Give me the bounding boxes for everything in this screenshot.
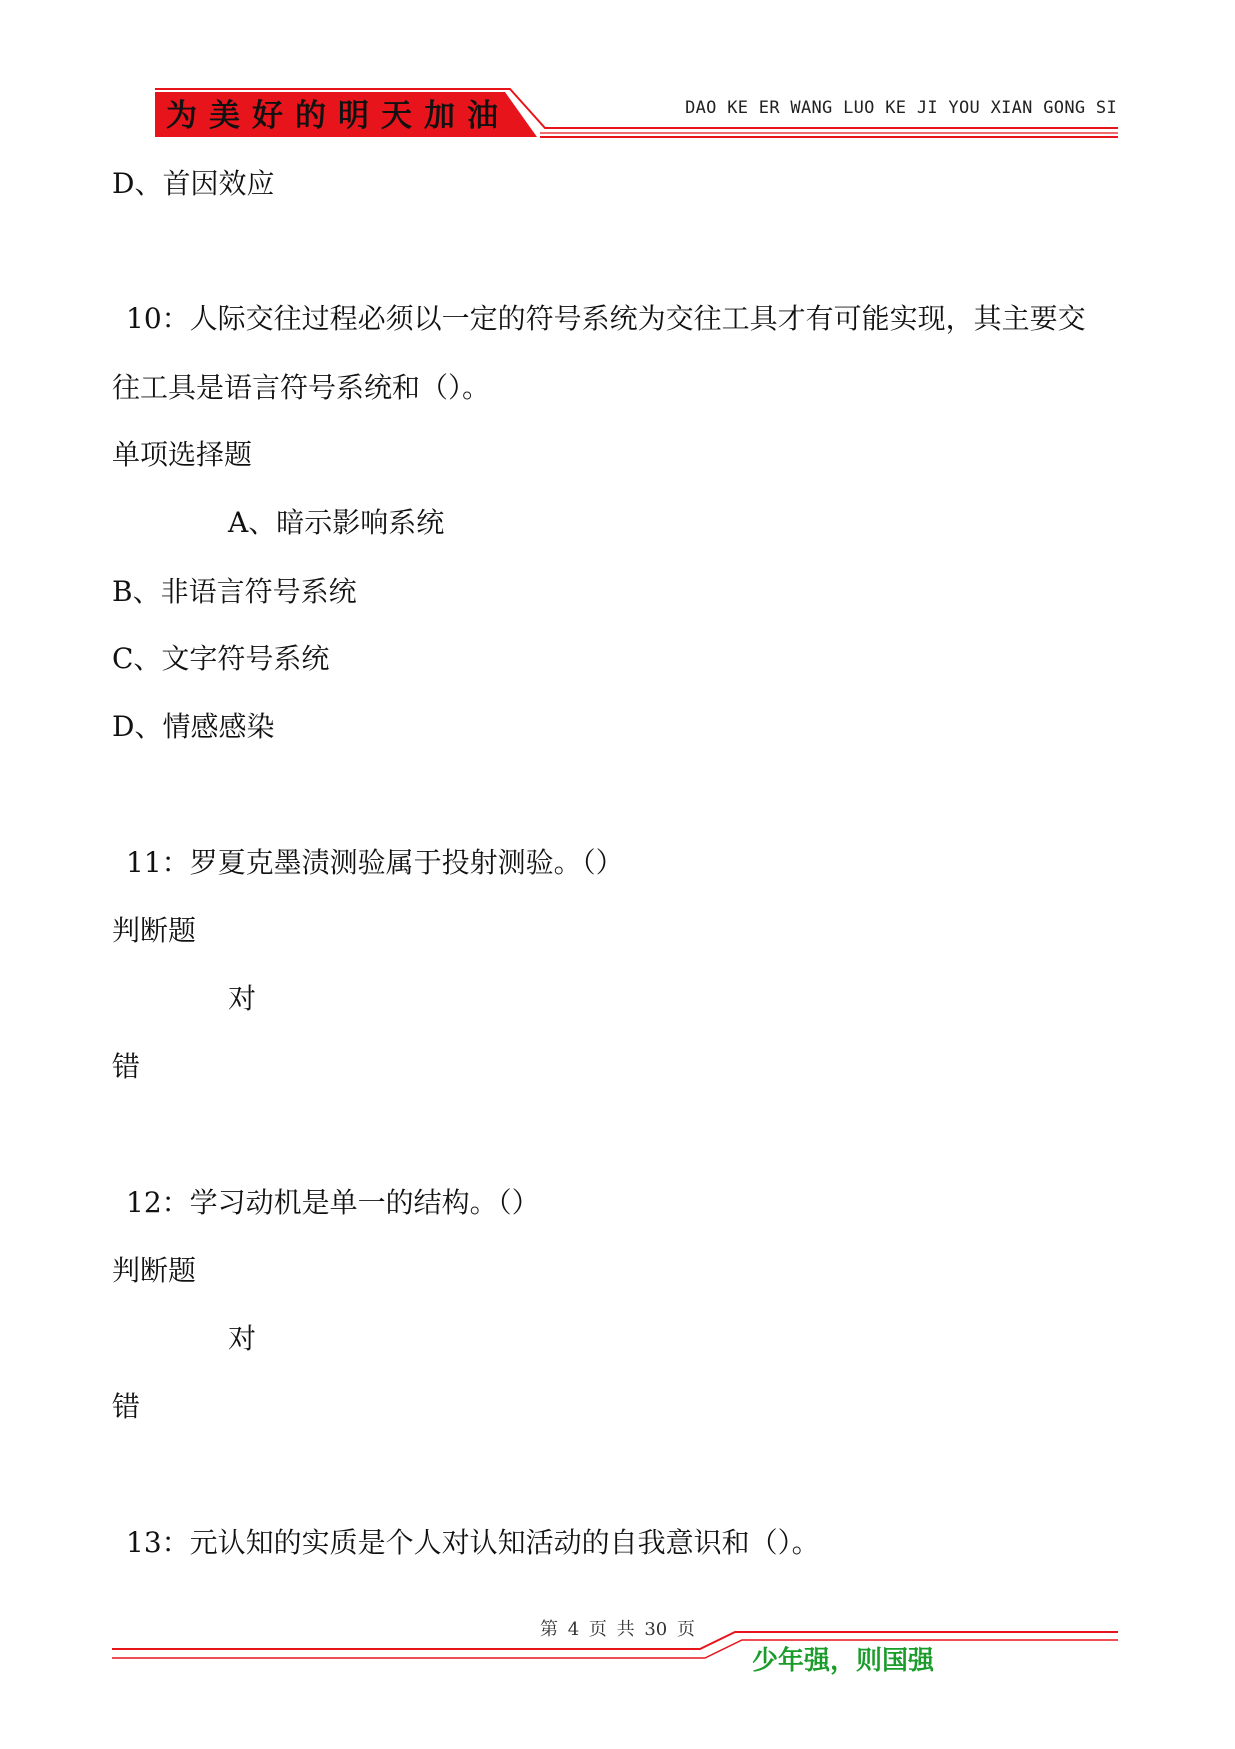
q10-option-c: C、文字符号系统: [112, 642, 330, 675]
q10-option-b: B、非语言符号系统: [112, 575, 357, 608]
header-banner-text: 为美好的明天加油: [166, 98, 510, 134]
q11-option-true: 对: [228, 982, 257, 1015]
q11-text: 11：罗夏克墨渍测验属于投射测验。（）: [126, 846, 624, 879]
q12-option-true: 对: [228, 1322, 257, 1355]
q12-text: 12：学习动机是单一的结构。（）: [126, 1186, 540, 1219]
q11-option-false: 错: [112, 1050, 141, 1083]
q13-text: 13：元认知的实质是个人对认知活动的自我意识和（）。: [126, 1526, 820, 1559]
q11-type: 判断题: [112, 914, 197, 947]
q12-type: 判断题: [112, 1254, 197, 1287]
q10-type: 单项选择题: [112, 438, 253, 471]
q10-text-line2: 往工具是语言符号系统和（）。: [112, 371, 491, 404]
q12-option-false: 错: [112, 1390, 141, 1423]
footer-slogan: 少年强，则国强: [752, 1646, 935, 1676]
q10-text-line1: 10：人际交往过程必须以一定的符号系统为交往工具才有可能实现，其主要交: [126, 302, 1086, 335]
q10-option-a: A、暗示影响系统: [228, 506, 445, 539]
footer-decoration: [0, 1610, 1235, 1680]
header-company-name: DAO KE ER WANG LUO KE JI YOU XIAN GONG SI: [685, 98, 1117, 118]
page-indicator: 第 4 页 共 30 页: [540, 1619, 695, 1640]
q10-option-d: D、情感感染: [112, 710, 275, 743]
prev-question-option-d: D、首因效应: [112, 167, 275, 200]
